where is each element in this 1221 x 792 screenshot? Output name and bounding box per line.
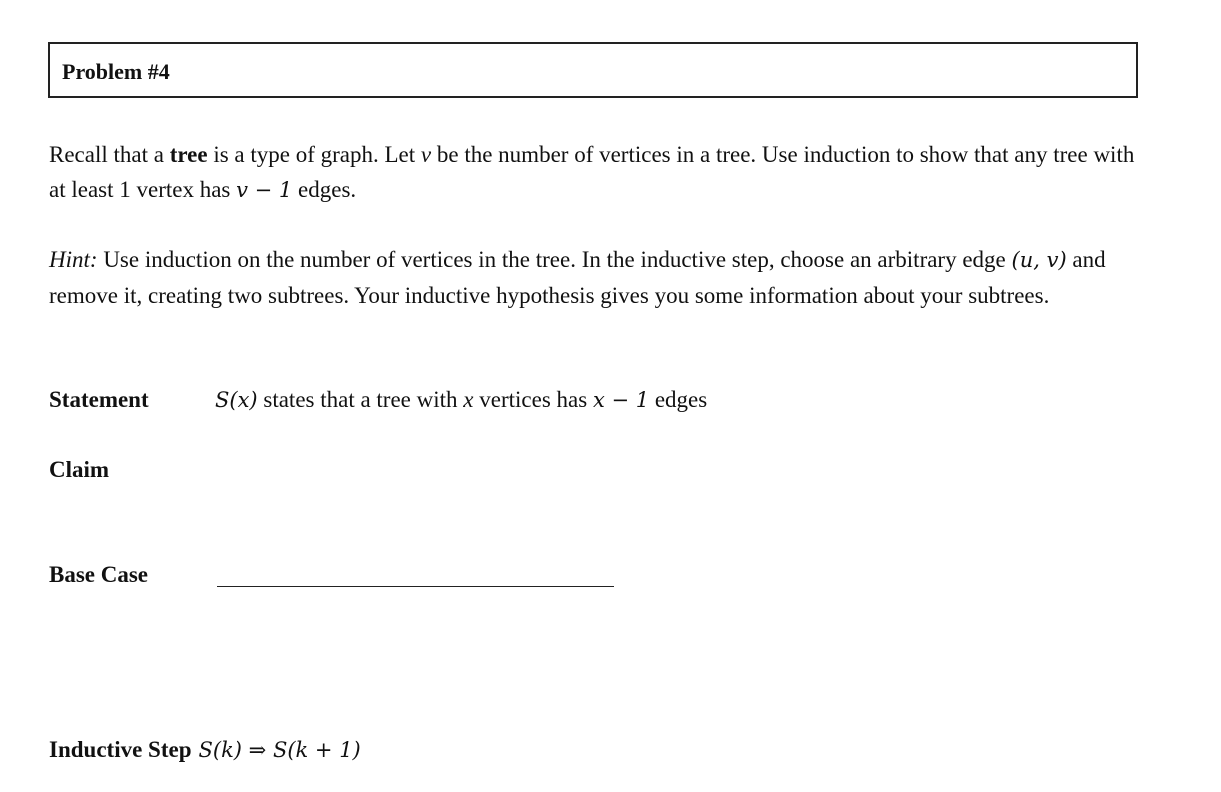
inductive-step-content	[199, 738, 361, 761]
claim-label: Claim	[49, 457, 110, 482]
intro-text-1: Recall that a	[49, 142, 170, 167]
intro-text-3: be the number of vertices in a tree. Use induction to show that any tree with at least 1 vertex has	[49, 142, 1135, 202]
hint-edge-expr: (u, v)	[1011, 248, 1067, 272]
statement-text-3: edges	[649, 387, 708, 412]
statement-label: Statement	[49, 387, 149, 412]
hint-text-2: and remove it, creating two subtrees. Your inductive hypothesis gives you some information about your subtrees.	[49, 247, 1106, 308]
hint-label: Hint:	[49, 247, 98, 272]
intro-bold-word: tree	[169, 142, 208, 167]
intro-text-4: edges.	[292, 177, 357, 202]
statement-expr-x-minus-1: x − 1	[592, 388, 650, 412]
intro-expr-v-minus-1: v − 1	[236, 178, 293, 202]
inductive-step-label: Inductive Step	[49, 737, 192, 762]
hint-text-1: Use induction on the number of vertices in the tree. In the inductive step, choose an arbitrary edge	[97, 247, 1012, 272]
statement-content	[215, 388, 707, 411]
statement-text-1: states that a tree with	[257, 387, 464, 412]
base-case-blank-line[interactable]	[217, 586, 614, 587]
inductive-step-expr: S(k) ⇒ S(k + 1)	[198, 738, 361, 762]
hint-paragraph	[49, 242, 1149, 313]
statement-var-x: x	[463, 387, 474, 412]
intro-paragraph	[49, 137, 1149, 208]
base-case-label: Base Case	[49, 562, 149, 587]
problem-header-box	[48, 42, 1138, 98]
intro-var-v: v	[420, 142, 432, 167]
statement-expr-sx: S(x)	[215, 388, 258, 412]
intro-text-2: is a type of graph. Let	[207, 142, 421, 167]
statement-text-2: vertices has	[473, 387, 593, 412]
problem-title: Problem #4	[62, 59, 170, 84]
